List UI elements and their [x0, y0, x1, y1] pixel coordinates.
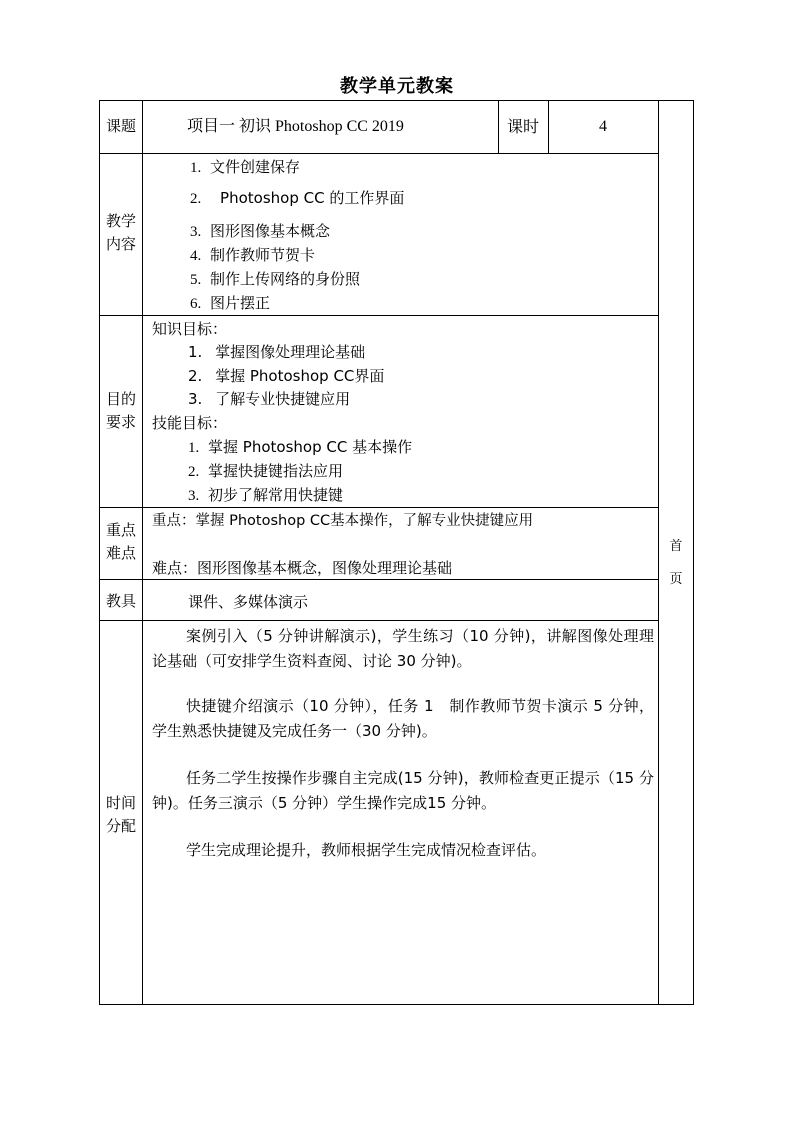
knowledge-item-text: 掌握 Photoshop CC界面 — [215, 367, 385, 385]
document-title: 教学单元教案 — [340, 76, 454, 97]
time-paragraph: 快捷键介绍演示（10 分钟），任务 1 制作教师节贺卡演示 5 分钟，学生熟悉快捷键及完成任务一（30 分钟)。 — [152, 697, 654, 740]
content-item — [190, 291, 270, 316]
difficulty-text: 难点：图形图像基本概念，图像处理理论基础 — [152, 559, 453, 577]
content-item-text: Photoshop CC 的工作界面 — [220, 189, 405, 207]
knowledge-item-number: 1. — [188, 343, 203, 361]
knowledge-item — [188, 387, 350, 411]
time-label — [99, 792, 143, 838]
content-item-text: 图片摆正 — [210, 294, 271, 312]
skill-item-number: 2. — [188, 464, 200, 480]
knowledge-item-number: 2. — [188, 367, 203, 385]
hours-value: 4 — [599, 118, 607, 135]
key-label-line1: 重点 — [105, 521, 136, 539]
content-item-number: 2. — [190, 191, 202, 207]
skill-heading: 技能目标： — [152, 414, 228, 432]
content-item-number: 6. — [190, 296, 202, 312]
time-label-line2: 分配 — [105, 817, 136, 835]
knowledge-item — [188, 340, 365, 364]
skill-item — [188, 435, 412, 460]
content-item — [190, 155, 300, 180]
row-divider — [99, 620, 658, 621]
content-item-text: 制作教师节贺卡 — [210, 246, 316, 264]
skill-item — [188, 483, 343, 508]
content-item — [190, 186, 404, 211]
time-label-line1: 时间 — [105, 794, 136, 812]
lesson-plan-table — [99, 100, 694, 1005]
time-paragraph: 案例引入（5 分钟讲解演示)，学生练习（10 分钟)，讲解图像处理理论基础（可安排学生资料查阅、讨论 30 分钟)。 — [152, 627, 654, 670]
skill-item-text: 初步了解常用快捷键 — [208, 486, 344, 504]
skill-item-text: 掌握快捷键指法应用 — [208, 462, 344, 480]
key-label — [99, 519, 143, 565]
key-point-text: 重点：掌握 Photoshop CC基本操作，了解专业快捷键应用 — [152, 513, 534, 529]
tools-value: 课件、多媒体演示 — [188, 593, 309, 611]
side-note-char: 页 — [669, 572, 683, 587]
content-label-line1: 教学 — [105, 212, 136, 230]
content-item — [190, 243, 315, 268]
knowledge-heading: 知识目标： — [152, 320, 228, 338]
knowledge-item-number: 3. — [188, 390, 203, 408]
content-label-line2: 内容 — [105, 235, 136, 253]
knowledge-item-text: 掌握图像处理理论基础 — [215, 343, 366, 361]
skill-item-number: 3. — [188, 488, 200, 504]
content-item-number: 4. — [190, 248, 202, 264]
skill-item — [188, 459, 343, 484]
content-item-number: 5. — [190, 272, 202, 288]
knowledge-item-text: 了解专业快捷键应用 — [215, 390, 351, 408]
content-item — [190, 267, 360, 292]
goals-label — [99, 388, 143, 434]
row-divider — [99, 507, 658, 508]
time-paragraph: 学生完成理论提升，教师根据学生完成情况检查评估。 — [186, 841, 547, 859]
skill-item-number: 1. — [188, 440, 200, 456]
skill-item-text: 掌握 Photoshop CC 基本操作 — [208, 438, 413, 456]
time-paragraph: 任务二学生按操作步骤自主完成(15 分钟)，教师检查更正提示（15 分钟)。任务三演示（5 分钟）学生操作完成15 分钟。 — [152, 769, 654, 812]
knowledge-item — [188, 364, 384, 388]
key-label-line2: 难点 — [105, 544, 136, 562]
goals-label-line1: 目的 — [105, 390, 136, 408]
course-value: 项目一 初识 Photoshop CC 2019 — [187, 118, 404, 135]
content-item-text: 文件创建保存 — [210, 158, 301, 176]
content-item-number: 3. — [190, 224, 202, 240]
row-divider — [99, 315, 658, 316]
goals-label-line2: 要求 — [105, 413, 136, 431]
course-label: 课题 — [105, 117, 136, 135]
row-divider — [99, 153, 658, 154]
content-label — [99, 210, 143, 256]
content-item — [190, 219, 330, 244]
tools-label: 教具 — [105, 592, 136, 610]
content-item-number: 1. — [190, 160, 202, 176]
hours-label: 课时 — [506, 117, 539, 136]
content-item-text: 图形图像基本概念 — [210, 222, 331, 240]
content-item-text: 制作上传网络的身份照 — [210, 270, 361, 288]
side-note-char: 首 — [669, 539, 683, 554]
